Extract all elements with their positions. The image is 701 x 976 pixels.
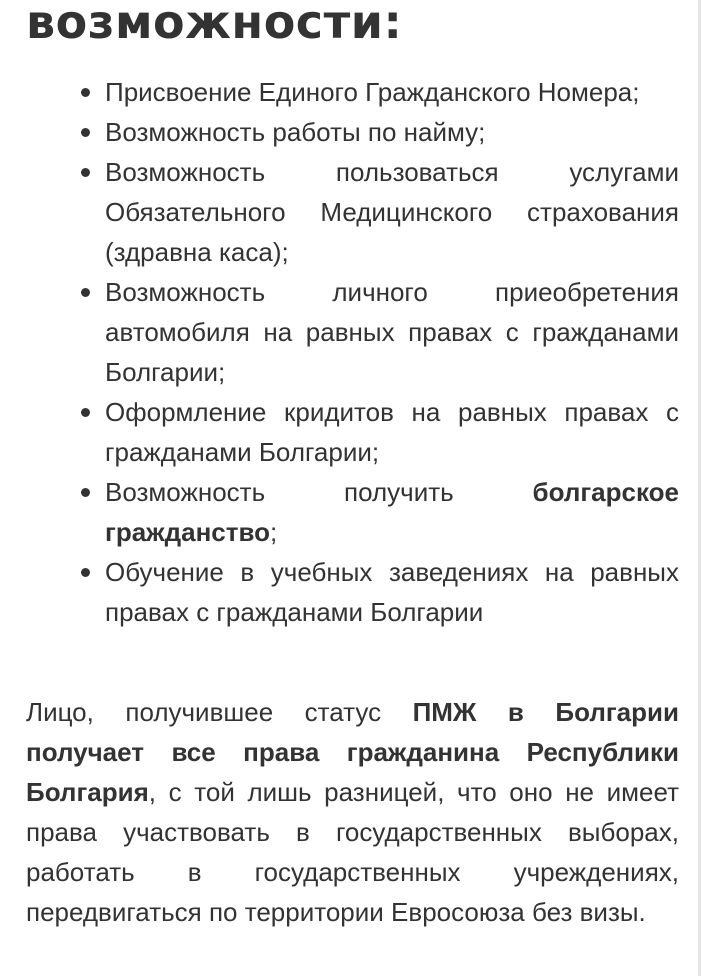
bullet-icon [81, 88, 90, 97]
list-item-text: Возможность пользоваться услугами Обязательного Медицинского страхования (здравна каса); [105, 157, 679, 267]
list-item-text: Обучение в учебных заведениях на равных правах с гражданами Болгарии [105, 557, 679, 627]
list-item-suffix: ; [270, 517, 278, 547]
list-item [105, 272, 679, 392]
list-item [105, 72, 679, 112]
list-item [105, 152, 679, 272]
summary-paragraph [26, 692, 679, 932]
benefits-list [105, 72, 679, 632]
section-heading: возможности: [26, 0, 403, 49]
bullet-icon [81, 488, 90, 497]
residence-status-emphasis: ПМЖ в Болгарии [412, 697, 679, 727]
citizenship-emphasis: болгарское гражданство [105, 477, 679, 547]
paragraph-text-end: , с той лишь разницей, что оно не имеет права участвовать в государственных выборах, работать в государственных учреждениях, передвигаться по территории Евросоюза без визы. [26, 777, 679, 927]
bullet-icon [81, 168, 90, 177]
bullet-icon [81, 568, 90, 577]
paragraph-text-start: Лицо, получившее статус [26, 697, 413, 727]
list-item-text: Оформление кридитов на равных правах с гражданами Болгарии; [105, 397, 679, 467]
list-item-text: Возможность работы по найму; [105, 117, 486, 147]
rights-emphasis: получает все права гражданина Республики Болгария [26, 737, 679, 807]
bullet-icon [81, 128, 90, 137]
list-item [105, 392, 679, 472]
bullet-icon [81, 288, 90, 297]
list-item [105, 112, 679, 152]
list-item [105, 552, 679, 632]
list-item-text: Возможность получить [105, 477, 533, 507]
list-item [105, 472, 679, 552]
bullet-icon [81, 408, 90, 417]
list-item-text: Возможность личного приеобретения автомобиля на равных правах с гражданами Болгарии; [105, 277, 679, 387]
list-item-text: Присвоение Единого Гражданского Номера; [105, 77, 640, 107]
